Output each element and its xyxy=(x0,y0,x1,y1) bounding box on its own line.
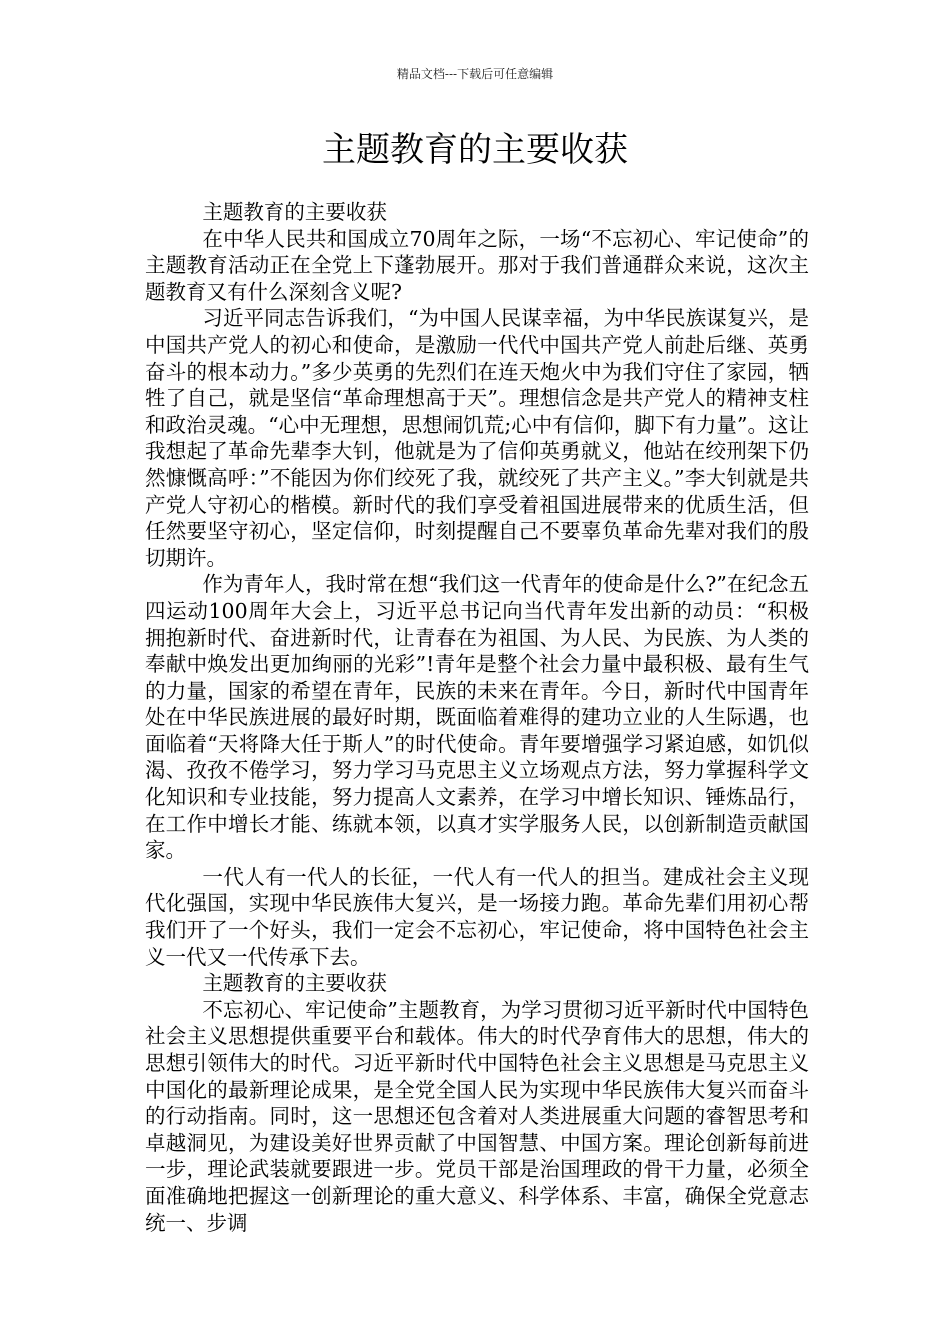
document-title: 主题教育的主要收获 xyxy=(322,130,628,170)
paragraph-subtitle-1: 主题教育的主要收获 xyxy=(202,200,387,224)
paragraph-subtitle-2: 主题教育的主要收获 xyxy=(202,971,387,996)
paragraph: 习近平同志告诉我们，“为中国人民谋幸福，为中华民族谋复兴，是中国共产党人的初心和使命，是激励一代代中国共产党人前赴后继、英勇奋斗的根本动力。”多少英勇的先烈们在连天炮火中为我们守住了家园，牺牲了自己，就是坚信“革命理想高于天”。理想信念是共产党人的精神支柱和政治灵魂。“心中无理想，思想闹饥荒;心中有信仰，脚下有力量”。这让我想起了革命先辈李大钊，他就是为了信仰英勇就义，他站在绞刑架下仍然慷慨高呼：”不能因为你们绞死了我，就绞死了共产主义。”李大钊就是共产党人守初心的楷模。新时代的我们享受着祖国进展带来的优质生活，但任然要坚守初心，坚定信仰，时刻提醒自己不要辜负革命先辈对我们的殷切期许。 xyxy=(145,306,809,570)
page-header: 精品文档---下载后可任意编辑 xyxy=(396,67,554,81)
paragraph: 不忘初心、牢记使命”主题教育，为学习贯彻习近平新时代中国特色社会主义思想提供重要平台和载体。伟大的时代孕育伟大的思想，伟大的思想引领伟大的时代。习近平新时代中国特色社会主义思想是马克思主义中国化的最新理论成果，是全党全国人民为实现中华民族伟大复兴而奋斗的行动指南。同时，这一思想还包含着对人类进展重大问题的睿智思考和卓越洞见，为建设美好世界贡献了中国智慧、中国方案。理论创新每前进一步，理论武装就要跟进一步。党员干部是治国理政的骨干力量，必须全面准确地把握这一创新理论的重大意义、科学体系、丰富，确保全党意志统一、步调 xyxy=(145,997,809,1235)
paragraph: 在中华人民共和国成立70周年之际，一场“不忘初心、牢记使命”的主题教育活动正在全党上下蓬勃展开。那对于我们普通群众来说，这次主题教育又有什么深刻含义呢? xyxy=(145,226,809,304)
document-body xyxy=(145,199,809,1236)
paragraph: 作为青年人，我时常在想“我们这一代青年的使命是什么?”在纪念五四运动100周年大会上，习近平总书记向当代青年发出新的动员：“积极拥抱新时代、奋进新时代，让青春在为祖国、为人民、为民族、为人类的奉献中焕发出更加绚丽的光彩”!青年是整个社会力量中最积极、最有生气的力量，国家的希望在青年，民族的未来在青年。今日，新时代中国青年处在中华民族进展的最好时期，既面临着难得的建功立业的人生际遇，也面临着“天将降大任于斯人”的时代使命。青年要增强学习紧迫感，如饥似渴、孜孜不倦学习，努力学习马克思主义立场观点方法，努力掌握科学文化知识和专业技能，努力提高人文素养，在学习中增长知识、锤炼品行，在工作中增长才能、练就本领，以真才实学服务人民，以创新制造贡献国家。 xyxy=(145,572,809,863)
paragraph: 一代人有一代人的长征，一代人有一代人的担当。建成社会主义现代化强国，实现中华民族伟大复兴，是一场接力跑。革命先辈们用初心帮我们开了一个好头，我们一定会不忘初心，牢记使命，将中国特色社会主义一代又一代传承下去。 xyxy=(145,864,809,969)
